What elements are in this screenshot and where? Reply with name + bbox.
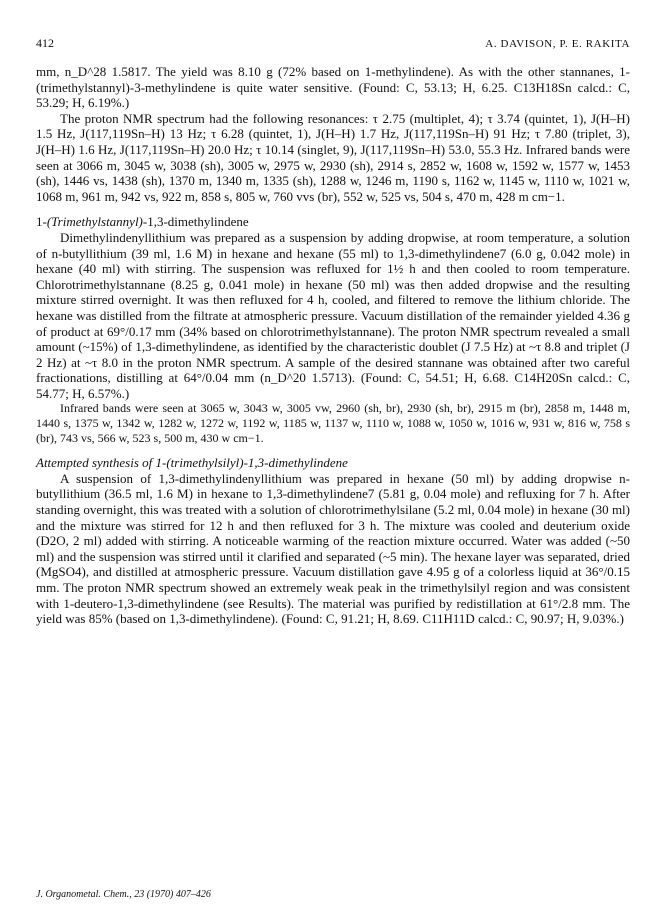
running-header (36, 36, 630, 54)
page-content (36, 36, 630, 627)
section-heading-stannyl: 1-(Trimethylstannyl)-1,3-dimethylindene (36, 214, 249, 230)
paragraph-stannyl-prep: Dimethylindenyllithium was prepared as a suspension by adding dropwise, at room temperature, a solution of n-butyllithium (39 ml, 1.6 M) in hexane and hexane (55 ml) to 1,3-dimethylindene7 (6.0 g, 0.042 mole) in hexane (40 ml) with stirring. The suspension was refluxed for 1½ h and then cooled to room temperature. Chlorotrimethylstannane (8.25 g, 0.041 mole) in hexane (50 ml) was then added dropwise and the resulting mixture stirred overnight. It was then refluxed for 4 h, cooled, and filtered to remove the lithium chloride. The hexane was distilled from the filtrate at atmospheric pressure. Vacuum distillation of the remainder yielded 4.36 g of product at 69°/0.17 mm (34% based on chlorotrimethylstannane). The proton NMR spectrum revealed a small amount (~15%) of 1,3-dimethylindene, as identified by the characteristic doublet (J 7.5 Hz) at ~τ 8.8 and triplet (J 2 Hz) at ~τ 8.0 in the proton NMR spectrum. A sample of the desired stannane was obtained after two careful fractionations, distilling at 64°/0.04 mm (n_D^20 1.5713). (Found: C, 54.51; H, 6.68. C14H20Sn calcd.: C, 54.77; H, 6.57%.) (36, 229, 630, 401)
paragraph-stannane-yield: mm, n_D^28 1.5817. The yield was 8.10 g (72% based on 1-methylindene). As with the other stannanes, 1-(trimethylstannyl)-3-methylindene is quite water sensitive. (Found: C, 53.13; H, 6.25. C13H18Sn calcd.: C, 53.29; H, 6.19%.) (36, 64, 630, 111)
paragraph-silyl-prep: A suspension of 1,3-dimethylindenyllithium was prepared in hexane (50 ml) by adding dropwise n-butyllithium (36.5 ml, 1.6 M) in hexane to 1,3-dimethylindene7 (5.81 g, 0.04 mole) and refluxing for 7 h. After standing overnight, this was treated with a solution of chlorotrimethylsilane (5.2 ml, 0.04 mole) in hexane (30 ml) and the mixture was stirred for 12 h and then refluxed for 3 h. The mixture was cooled and deuterium oxide (D2O, 2 ml) added with stirring. A noticeable warming of the reaction mixture occurred. Water was added (~50 ml) and the suspension was stirred until it clarified and separated (~5 min). The hexane layer was separated, dried (MgSO4), and distilled at atmospheric pressure. Vacuum distillation gave 4.95 g of a colorless liquid at 36°/0.15 mm. The proton NMR spectrum showed an extremely weak peak in the trimethylsilyl region and was consistent with 1-deutero-1,3-dimethylindene (see Results). The material was purified by redistillation at 61°/2.8 mm. The yield was 85% (based on 1,3-dimethylindene). (Found: C, 91.21; H, 8.69. C11H11D calcd.: C, 90.97; H, 9.03%.) (36, 470, 630, 627)
paragraph-nmr-ir: The proton NMR spectrum had the following resonances: τ 2.75 (multiplet, 4); τ 3.74 (quintet, 1), J(H–H) 1.5 Hz, J(117,119Sn–H) 13 Hz; τ 6.28 (quintet, 1), J(H–H) 1.7 Hz, J(117,119Sn–H) 91 Hz; τ 7.80 (triplet, 3), J(H–H) 1.6 Hz, J(117,119Sn–H) 20.0 Hz; τ 10.14 (singlet, 9), J(117,119Sn–H) 53.0, 55.3 Hz. Infrared bands were seen at 3066 m, 3045 w, 3038 (sh), 3005 w, 2975 w, 2930 (sh), 2914 s, 2852 w, 1608 w, 1592 w, 1577 w, 1453 (sh), 1446 vs, 1438 (sh), 1370 m, 1340 m, 1335 (sh), 1288 w, 1246 m, 1190 s, 1162 w, 1145 w, 1110 w, 1021 w, 1068 m, 961 m, 942 vs, 922 m, 858 s, 805 w, 760 vvs (br), 552 w, 525 vs, 504 s, 470 m, 428 m cm−1. (36, 110, 630, 204)
paragraph-stannyl-ir: Infrared bands were seen at 3065 w, 3043 w, 3005 vw, 2960 (sh, br), 2930 (sh, br), 2915 m (br), 2858 m, 1448 m, 1440 s, 1375 w, 1342 w, 1282 w, 1272 w, 1192 w, 1185 w, 1137 w, 1110 w, 1088 w, 1050 w, 1016 w, 931 w, 816 w, 758 s (br), 743 vs, 566 w, 523 s, 500 m, 430 w cm−1. (36, 401, 630, 445)
section-heading-silyl: Attempted synthesis of 1-(trimethylsilyl)-1,3-dimethylindene (36, 455, 348, 471)
journal-footer: J. Organometal. Chem., 23 (1970) 407–426 (36, 889, 211, 900)
page-number: 412 (36, 36, 54, 50)
running-authors: A. DAVISON, P. E. RAKITA (485, 38, 630, 50)
